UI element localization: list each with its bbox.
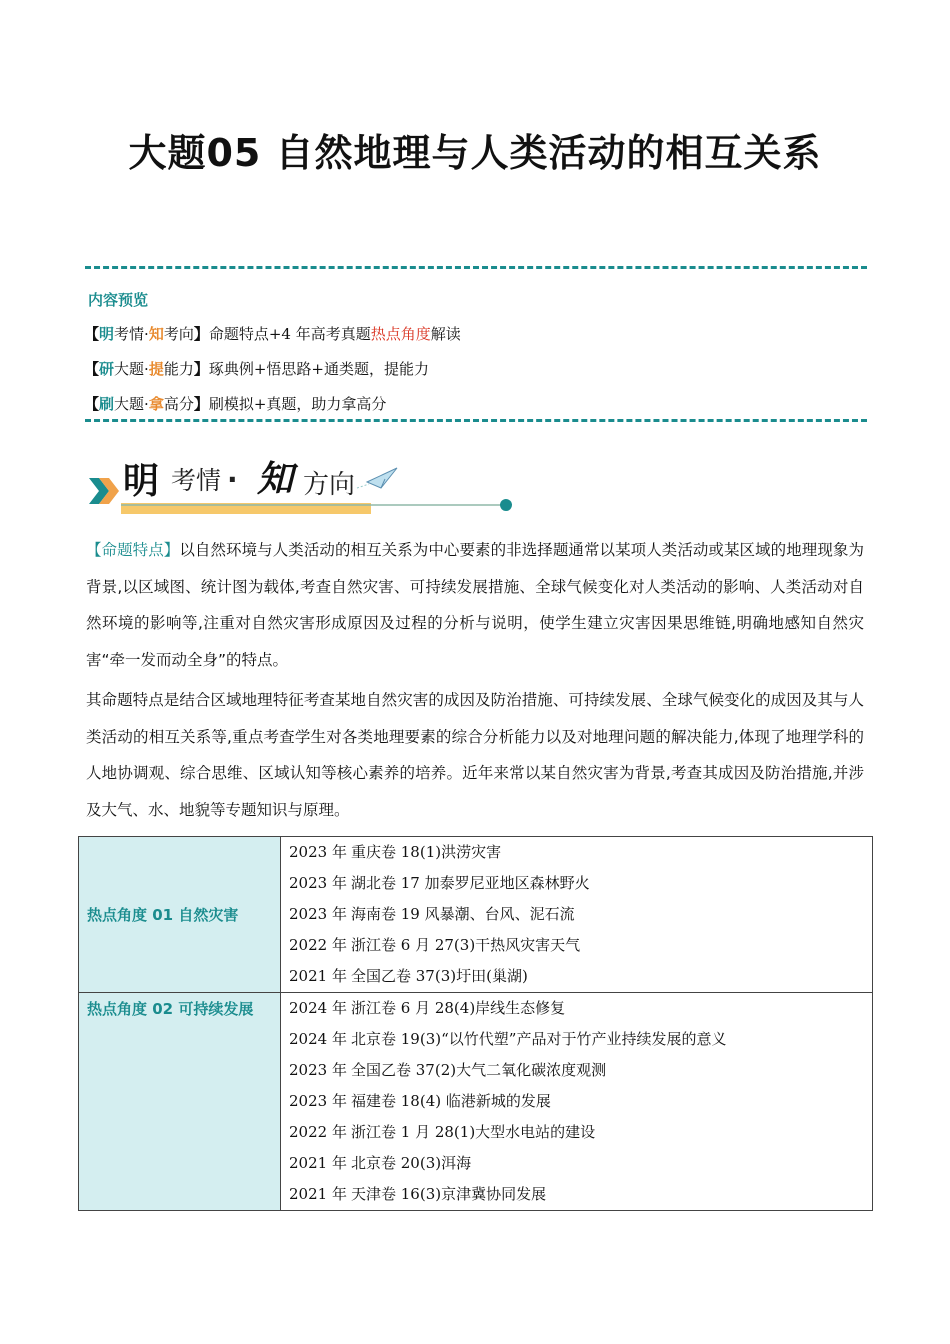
page-title: 大题05 自然地理与人类活动的相互关系 (128, 131, 822, 175)
label-part: 大题· (114, 395, 149, 413)
hot-topics-table (78, 836, 873, 1211)
intro-tag: 【命题特点】 (86, 541, 180, 559)
item-year: 2022 年 (289, 1123, 347, 1141)
preview-text: 命题特点+4 年高考真题 (208, 325, 371, 343)
item-year: 2023 年 (289, 843, 347, 861)
bracket-open: 【 (84, 325, 100, 343)
item-year: 2023 年 (289, 1061, 347, 1079)
key-char: 明 (99, 325, 115, 343)
banner-dot: · (227, 463, 238, 496)
preview-text: 琢典例+悟思路+通类题，提能力 (208, 360, 429, 378)
items-cell (281, 837, 873, 993)
list-item (289, 1086, 864, 1117)
item-text: 全国乙卷 37(3)圩田(巢湖) (351, 967, 528, 985)
divider-top (85, 266, 867, 269)
key-char: 刷 (99, 395, 115, 413)
section-banner (85, 448, 515, 523)
list-item (289, 837, 864, 868)
banner-fangxiang: 方向 (303, 470, 356, 500)
item-year: 2022 年 (289, 936, 347, 954)
banner-kaoqing: 考情 (171, 466, 222, 495)
banner-char-ming: 明 (123, 461, 160, 502)
intro-paragraph-2: 其命题特点是结合区域地理特征考查某地自然灾害的成因及防治措施、可持续发展、全球气候变化的成因及其与人类活动的相互关系等,重点考查学生对各类地理要素的综合分析能力以及对地理问题的解决能力,体现了地理学科的人地协调观、综合思维、区域认知等核心素养的培养。近年来常以某自然灾害为背景,考查其成因及防治措施,并涉及大气、水、地貌等专题知识与原理。 (86, 691, 864, 819)
item-year: 2021 年 (289, 967, 347, 985)
key-char: 研 (99, 360, 115, 378)
preview-line-2 (84, 358, 429, 379)
list-item (289, 899, 864, 930)
preview-text: 解读 (430, 325, 461, 343)
table-row (79, 837, 873, 993)
label-part: 大题· (114, 360, 149, 378)
bracket-open: 【 (84, 360, 100, 378)
item-text: 浙江卷 6 月 27(3)干热风灾害天气 (351, 936, 581, 954)
banner-end-dot (500, 499, 512, 511)
key-char: 知 (148, 325, 164, 343)
item-year: 2021 年 (289, 1185, 347, 1203)
label-part: 考情· (114, 325, 149, 343)
table-row (79, 993, 873, 1211)
item-text: 重庆卷 18(1)洪涝灾害 (351, 843, 502, 861)
preview-line-1 (84, 323, 461, 344)
list-item (289, 868, 864, 899)
paper-plane-icon (357, 468, 397, 488)
bracket-close: 】 (193, 360, 209, 378)
item-text: 北京卷 20(3)洱海 (351, 1154, 472, 1172)
intro-text-1: 以自然环境与人类活动的相互关系为中心要素的非选择题通常以某项人类活动或某区域的地理现象为背景,以区域图、统计图为载体,考查自然灾害、可持续发展措施、全球气候变化对人类活动的影响、人类活动对自然环境的影响等,注重对自然灾害形成原因及过程的分析与说明，使学生建立灾害因果思维链,明确地感知自然灾害“牵一发而动全身”的特点。 (86, 541, 864, 669)
bracket-close: 】 (193, 395, 209, 413)
items-cell (281, 993, 873, 1211)
preview-line-3 (84, 393, 386, 414)
key-char: 拿 (148, 395, 164, 413)
label-part: 能力 (163, 360, 194, 378)
item-text: 天津卷 16(3)京津冀协同发展 (351, 1185, 547, 1203)
category-cell: 热点角度 01 自然灾害 (79, 837, 281, 993)
list-item (289, 1117, 864, 1148)
intro-paragraph-1 (86, 532, 864, 678)
list-item (289, 1148, 864, 1179)
list-item (289, 930, 864, 961)
list-item (289, 1024, 864, 1055)
item-year: 2023 年 (289, 1092, 347, 1110)
item-year: 2024 年 (289, 999, 347, 1017)
item-text: 海南卷 19 风暴潮、台风、泥石流 (351, 905, 575, 923)
item-year: 2023 年 (289, 905, 347, 923)
item-text: 全国乙卷 37(2)大气二氧化碳浓度观测 (351, 1061, 607, 1079)
item-year: 2024 年 (289, 1030, 347, 1048)
bracket-open: 【 (84, 395, 100, 413)
preview-highlight: 热点角度 (370, 325, 431, 343)
preview-text: 刷模拟+真题，助力拿高分 (208, 395, 387, 413)
list-item (289, 993, 864, 1024)
item-text: 湖北卷 17 加泰罗尼亚地区森林野火 (351, 874, 590, 892)
item-text: 北京卷 19(3)“以竹代塑”产品对于竹产业持续发展的意义 (351, 1030, 727, 1048)
label-part: 高分 (163, 395, 194, 413)
preview-heading: 内容预览 (88, 291, 149, 309)
item-year: 2023 年 (289, 874, 347, 892)
list-item (289, 1055, 864, 1086)
item-year: 2021 年 (289, 1154, 347, 1172)
item-text: 浙江卷 1 月 28(1)大型水电站的建设 (351, 1123, 596, 1141)
item-text: 浙江卷 6 月 28(4)岸线生态修复 (351, 999, 566, 1017)
item-text: 福建卷 18(4) 临港新城的发展 (351, 1092, 551, 1110)
divider-bottom (85, 419, 867, 422)
label-part: 考向 (163, 325, 194, 343)
list-item (289, 961, 864, 992)
banner-char-zhi: 知 (257, 458, 294, 500)
bracket-close: 】 (193, 325, 209, 343)
key-char: 提 (148, 360, 164, 378)
category-cell: 热点角度 02 可持续发展 (79, 993, 281, 1211)
list-item (289, 1179, 864, 1210)
